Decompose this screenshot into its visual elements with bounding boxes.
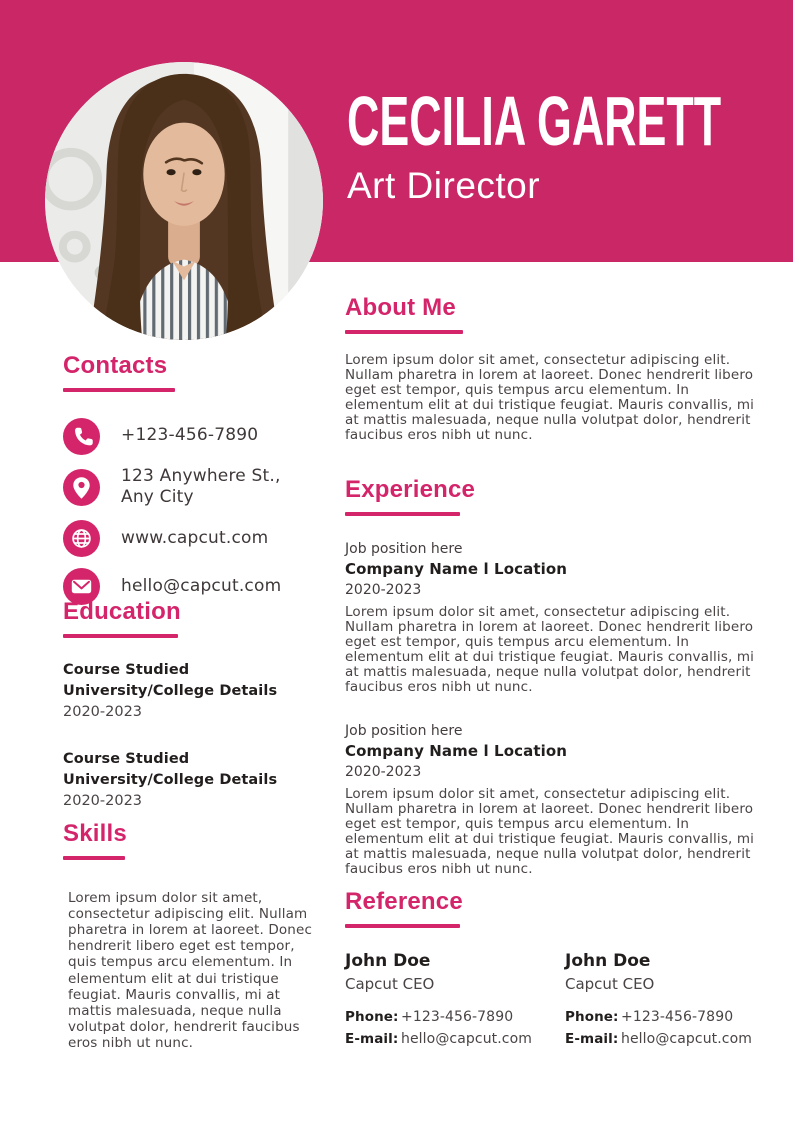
contact-website: www.capcut.com	[121, 527, 269, 548]
education-heading: Education	[63, 598, 181, 625]
reference-email-row	[345, 1031, 537, 1047]
experience-years: 2020-2023	[345, 763, 422, 780]
reference-section	[345, 888, 757, 1047]
contacts-heading: Contacts	[63, 352, 168, 379]
education-entry	[63, 749, 318, 812]
skills-section	[63, 820, 318, 1052]
reference-role: Capcut CEO	[345, 974, 435, 993]
phone-icon	[63, 418, 100, 455]
education-entry	[63, 660, 318, 723]
phone-label: Phone:	[565, 1008, 619, 1025]
reference-email-row	[565, 1031, 757, 1047]
person-name: CECILIA GARETT	[347, 82, 722, 160]
experience-entry	[345, 540, 757, 695]
reference-name: John Doe	[565, 950, 651, 971]
education-underline	[63, 634, 178, 638]
profile-photo	[45, 62, 323, 340]
experience-position: Job position here	[345, 722, 463, 739]
email-value: hello@capcut.com	[401, 1030, 533, 1047]
education-course: Course Studied	[63, 661, 190, 678]
education-years: 2020-2023	[63, 703, 143, 720]
reference-entry	[565, 951, 757, 1047]
reference-underline	[345, 924, 460, 928]
email-label: E-mail:	[565, 1030, 619, 1047]
phone-value: +123-456-7890	[621, 1008, 734, 1025]
contact-phone: +123-456-7890	[121, 425, 259, 446]
email-label: E-mail:	[345, 1030, 399, 1047]
phone-label: Phone:	[345, 1008, 399, 1025]
about-section	[345, 294, 757, 443]
experience-entry	[345, 722, 757, 877]
skills-heading: Skills	[63, 820, 127, 847]
education-school: University/College Details	[63, 771, 278, 788]
contact-row-website	[63, 520, 318, 557]
education-school: University/College Details	[63, 682, 278, 699]
experience-body: Lorem ipsum dolor sit amet, consectetur adipiscing elit. Nullam pharetra in lorem at laoreet. Donec hendrerit libero eget est tempor, quis tempus arcu elementum. In elementum elit at dui tristique feugiat. Mauris convallis, mi at mattis malesuada, neque nulla volutpat dolor, hendrerit faucibus eros nibh ut nunc.	[345, 785, 755, 877]
reference-phone-row	[345, 1009, 537, 1025]
globe-icon	[63, 520, 100, 557]
experience-company: Company Name l Location	[345, 559, 568, 578]
contacts-underline	[63, 388, 175, 392]
portrait-illustration	[45, 62, 323, 340]
skills-body: Lorem ipsum dolor sit amet, consectetur adipiscing elit. Nullam pharetra in lorem at laoreet. Donec hendrerit libero eget est tempor, quis tempus arcu elementum. In elementum elit at dui tristique feugiat. Mauris convallis, mi at mattis malesuada, neque nulla volutpat dolor, hendrerit faucibus eros nibh ut nunc.	[68, 889, 313, 1052]
education-years: 2020-2023	[63, 792, 143, 809]
skills-underline	[63, 856, 125, 860]
experience-underline	[345, 512, 460, 516]
experience-section	[345, 476, 757, 877]
reference-heading: Reference	[345, 888, 463, 915]
experience-company: Company Name l Location	[345, 741, 568, 760]
experience-heading: Experience	[345, 476, 476, 503]
contact-row-phone	[63, 418, 318, 455]
education-course: Course Studied	[63, 750, 190, 767]
experience-years: 2020-2023	[345, 581, 422, 598]
about-underline	[345, 330, 463, 334]
reference-role: Capcut CEO	[565, 974, 655, 993]
contact-list	[63, 418, 318, 606]
job-title: Art Director	[347, 165, 541, 206]
contact-email: hello@capcut.com	[121, 575, 282, 596]
about-heading: About Me	[345, 294, 456, 321]
phone-value: +123-456-7890	[401, 1008, 514, 1025]
reference-entry	[345, 951, 537, 1047]
contact-address: 123 Anywhere St., Any City	[121, 465, 281, 508]
contacts-section	[63, 352, 318, 616]
reference-phone-row	[565, 1009, 757, 1025]
location-icon	[63, 469, 100, 506]
header	[347, 82, 777, 207]
reference-grid	[345, 951, 757, 1047]
about-body: Lorem ipsum dolor sit amet, consectetur adipiscing elit. Nullam pharetra in lorem at laoreet. Donec hendrerit libero eget est tempor, quis tempus arcu elementum. In elementum elit at dui tristique feugiat. Mauris convallis, mi at mattis malesuada, neque nulla volutpat dolor, hendrerit faucibus eros nibh ut nunc.	[345, 351, 755, 443]
experience-position: Job position here	[345, 540, 463, 557]
experience-body: Lorem ipsum dolor sit amet, consectetur adipiscing elit. Nullam pharetra in lorem at laoreet. Donec hendrerit libero eget est tempor, quis tempus arcu elementum. In elementum elit at dui tristique feugiat. Mauris convallis, mi at mattis malesuada, neque nulla volutpat dolor, hendrerit faucibus eros nibh ut nunc.	[345, 603, 755, 695]
contact-row-address	[63, 466, 318, 510]
education-section	[63, 598, 318, 812]
email-value: hello@capcut.com	[621, 1030, 753, 1047]
reference-name: John Doe	[345, 950, 431, 971]
